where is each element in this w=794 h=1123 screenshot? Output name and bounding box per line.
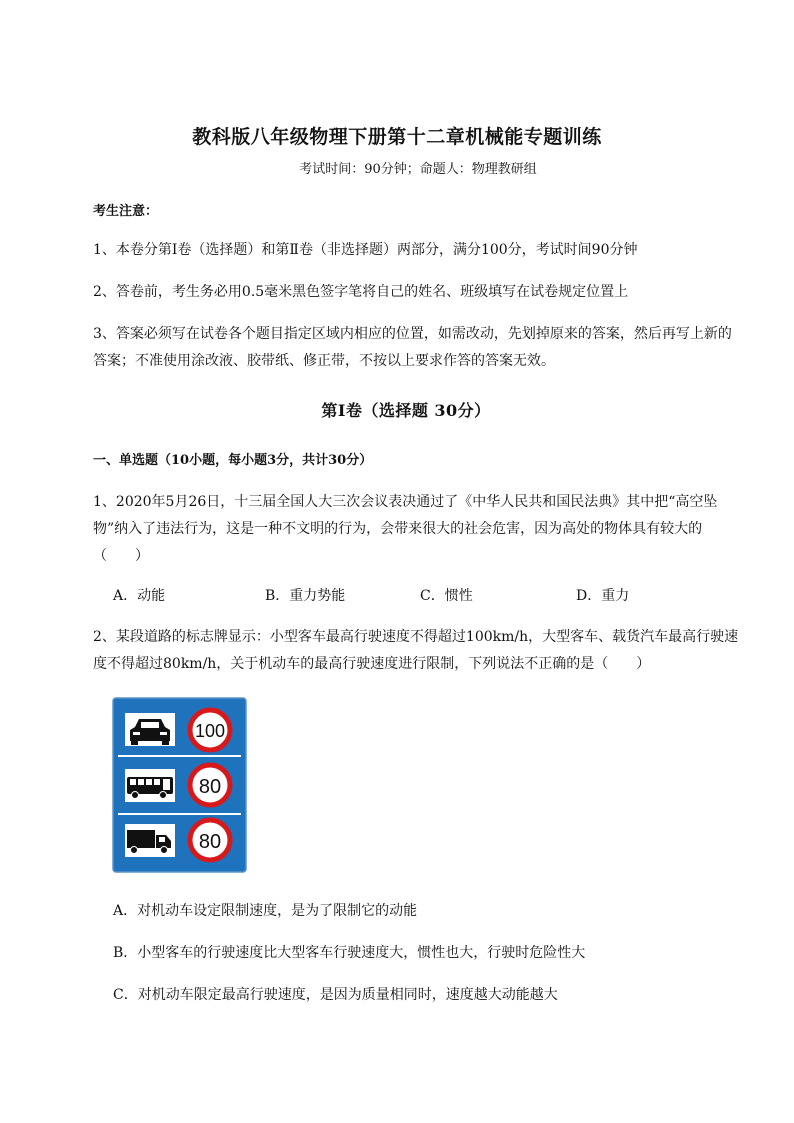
page-title: 教科版八年级物理下册第十二章机械能专题训练: [192, 126, 602, 148]
question-1-options: [113, 585, 753, 609]
truck-icon: [125, 824, 175, 857]
speed-limit-sign: [112, 697, 247, 873]
question-1-option-c: C．惯性: [420, 588, 473, 604]
car-icon: [125, 713, 175, 746]
question-2-stem: 2、某段道路的标志牌显示：小型客车最高行驶速度不得超过100km/h，大型客车、载货汽车最高行驶速度不得超过80km/h，关于机动车的最高行驶速度进行限制，下列说法不正确的是（ ）: [93, 629, 739, 672]
question-2-option-b: B．小型客车的行驶速度比大型客车行驶速度大，惯性也大，行驶时危险性大: [113, 945, 586, 961]
speed-limit-80-truck: [190, 820, 230, 860]
question-1-stem: 1、2020年5月26日，十三届全国人大三次会议表决通过了《中华人民共和国民法典》其中把“高空坠物”纳入了违法行为，这是一种不文明的行为，会带来很大的社会危害，因为高处的物体具有较大的（ ）: [93, 494, 718, 564]
notice-item-3: 3、答案必须写在试卷各个题目指定区域内相应的位置，如需改动，先划掉原来的答案，然后再写上新的答案；不准使用涂改液、胶带纸、修正带，不按以上要求作答的答案无效。: [93, 326, 732, 369]
bus-icon: [125, 769, 175, 802]
svg-text:100: 100: [194, 721, 226, 741]
notice-item-2: 2、答卷前，考生务必用0.5毫米黑色签字笔将自己的姓名、班级填写在试卷规定位置上: [93, 284, 629, 300]
page-subtitle: 考试时间：90分钟；命题人：物理教研组: [299, 162, 537, 177]
svg-text:80: 80: [198, 831, 222, 853]
question-2-option-c: C．对机动车限定最高行驶速度，是因为质量相同时，速度越大动能越大: [113, 987, 558, 1003]
question-2-option-a: A．对机动车设定限制速度，是为了限制它的动能: [113, 903, 418, 919]
section-heading: 一、单选题（10小题，每小题3分，共计30分）: [93, 453, 373, 468]
question-1-option-d: D．重力: [576, 588, 630, 604]
svg-text:80: 80: [198, 776, 222, 798]
notice-item-1: 1、本卷分第I卷（选择题）和第Ⅱ卷（非选择题）两部分，满分100分，考试时间90分钟: [93, 242, 638, 258]
section-title: 第I卷（选择题 30分）: [321, 401, 491, 420]
question-1-option-a: A．动能: [113, 588, 166, 604]
speed-limit-80-bus: [190, 765, 230, 805]
speed-limit-100: [190, 710, 230, 750]
question-1-option-b: B．重力势能: [265, 588, 346, 604]
notice-label: 考生注意：: [93, 204, 159, 219]
